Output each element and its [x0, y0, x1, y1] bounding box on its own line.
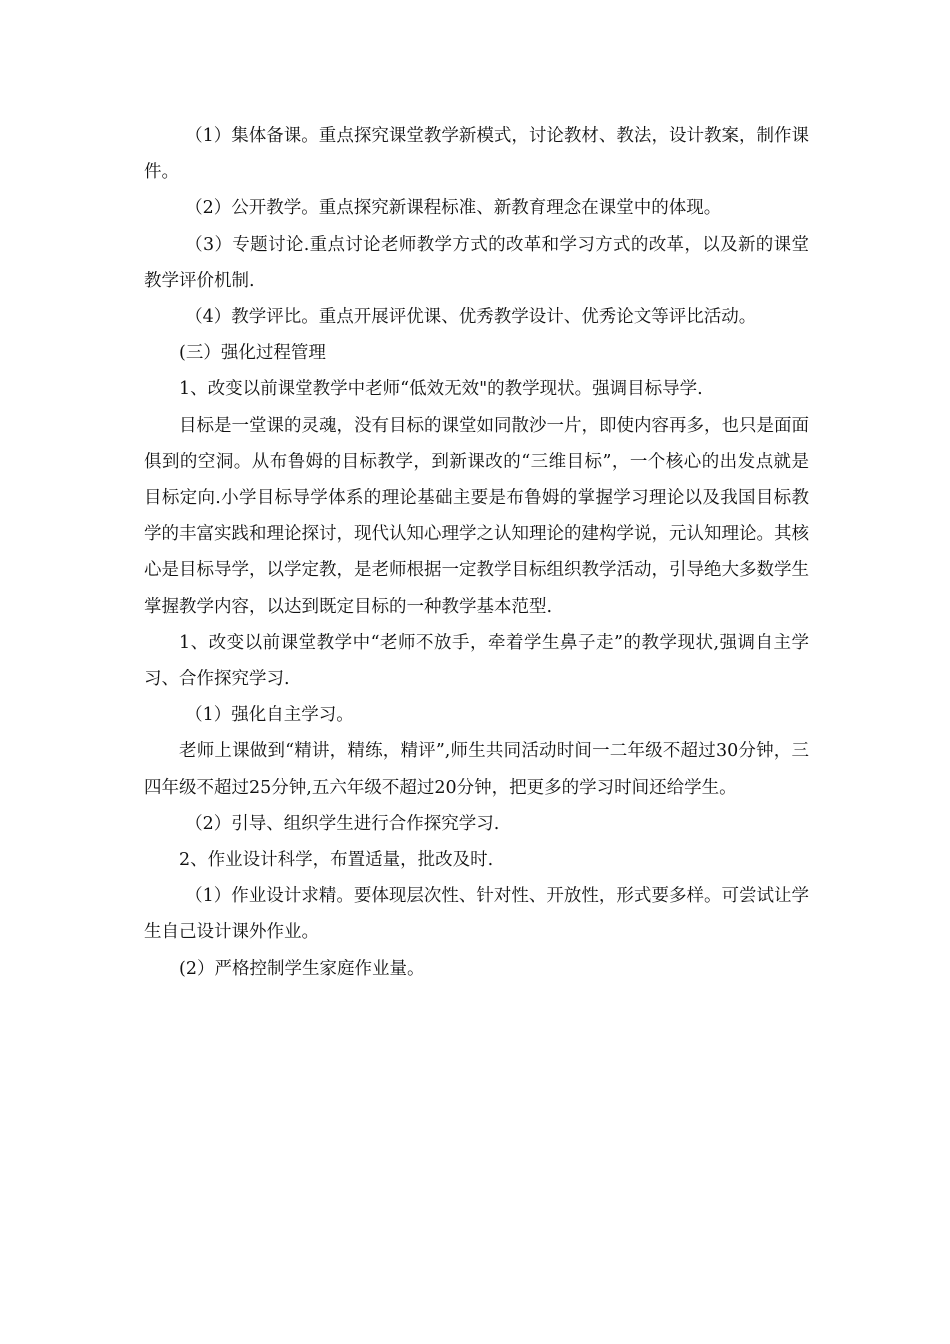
paragraph-homework-control: (2）严格控制学生家庭作业量。: [179, 958, 425, 979]
paragraph-goal-soul: 目标是一堂课的灵魂，没有目标的课堂如同散沙一片，即使内容再多，也只是面面俱到的空洞。从布鲁姆的目标教学，到新课改的“三维目标”，一个核心的出发点就是目标定向.小学目标导学体系的理论基础主要是布鲁姆的掌握学习理论以及我国目标教学的丰富实践和理论探讨，现代认知心理学之认知理论的建构学说，元认知理论。其核心是目标导学，以学定教，是老师根据一定教学目标组织教学活动，引导绝大多数学生掌握教学内容，以达到既定目标的一种教学基本范型.: [144, 415, 809, 617]
paragraph-concise-teaching: 老师上课做到“精讲，精练，精评”,师生共同活动时间一二年级不超过30分钟，三四年级不超过25分钟,五六年级不超过20分钟，把更多的学习时间还给学生。: [144, 741, 809, 798]
section-heading-process-management: (三）强化过程管理: [179, 343, 326, 364]
document-body: [144, 118, 809, 987]
paragraph-homework-quality: （1）作业设计求精。要体现层次性、针对性、开放性，形式要多样。可尝试让学生自己设计课外作业。: [144, 886, 809, 943]
paragraph-cooperative-learning: （2）引导、组织学生进行合作探究学习.: [185, 813, 500, 834]
paragraph-goal-guided-learning: 1、改变以前课堂教学中老师“低效无效"的教学现状。强调目标导学.: [179, 379, 703, 400]
paragraph-strengthen-self-study: （1）强化自主学习。: [185, 705, 354, 726]
paragraph-public-teaching: （2）公开教学。重点探究新课程标准、新教育理念在课堂中的体现。: [185, 198, 722, 219]
paragraph-teaching-evaluation: （4）教学评比。重点开展评优课、优秀教学设计、优秀论文等评比活动。: [185, 307, 757, 328]
paragraph-autonomous-learning: 1、改变以前课堂教学中“老师不放手，牵着学生鼻子走”的教学现状,强调自主学习、合作探究学习.: [144, 632, 809, 690]
paragraph-homework-design: 2、作业设计科学，布置适量，批改及时.: [179, 850, 494, 871]
paragraph-collective-lesson-prep: （1）集体备课。重点探究课堂教学新模式，讨论教材、教法，设计教案，制作课件。: [144, 126, 809, 183]
paragraph-topic-discussion: （3）专题讨论.重点讨论老师教学方式的改革和学习方式的改革，以及新的课堂教学评价机制.: [144, 234, 809, 291]
